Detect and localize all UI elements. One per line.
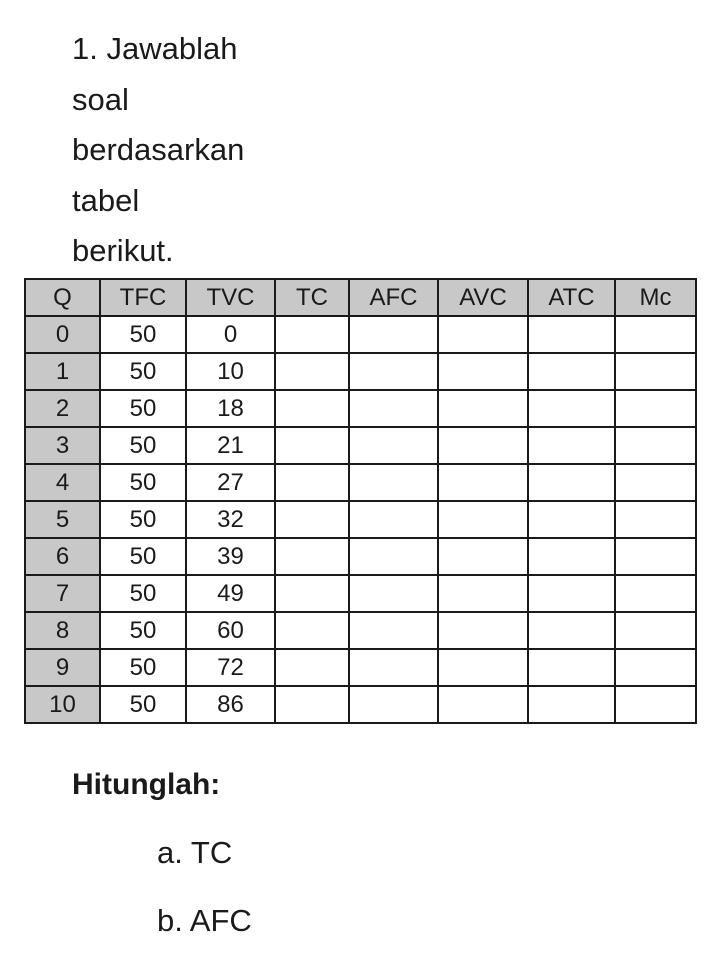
list-marker: b. — [157, 903, 183, 938]
cell-tfc: 50 — [100, 612, 186, 649]
prompt-heading: Hitunglah: — [72, 768, 221, 801]
cell-atc — [528, 686, 615, 723]
cell-mc — [615, 316, 696, 353]
question-number: 1. — [72, 31, 98, 66]
question-word: soal — [72, 81, 129, 117]
cell-mc — [615, 649, 696, 686]
list-item — [157, 900, 252, 968]
table-row — [25, 686, 696, 723]
cell-avc — [438, 427, 528, 464]
list-text: AFC — [189, 903, 252, 938]
cell-mc — [615, 538, 696, 575]
cell-q: 8 — [25, 612, 100, 649]
cell-afc — [349, 464, 438, 501]
cell-tfc: 50 — [100, 353, 186, 390]
cell-avc — [438, 612, 528, 649]
cell-avc — [438, 390, 528, 427]
cell-tfc: 50 — [100, 686, 186, 723]
cell-tvc: 39 — [186, 538, 275, 575]
cell-tvc: 86 — [186, 686, 275, 723]
cell-tfc: 50 — [100, 538, 186, 575]
cell-tvc: 60 — [186, 612, 275, 649]
cell-afc — [349, 316, 438, 353]
cost-table — [24, 278, 697, 724]
column-header-tc: TC — [275, 279, 349, 316]
cell-atc — [528, 427, 615, 464]
cell-afc — [349, 686, 438, 723]
cell-tvc: 10 — [186, 353, 275, 390]
cell-q: 6 — [25, 538, 100, 575]
cell-q: 7 — [25, 575, 100, 612]
table-body — [25, 316, 696, 723]
cell-q: 10 — [25, 686, 100, 723]
cell-avc — [438, 501, 528, 538]
table-row — [25, 575, 696, 612]
cell-q: 2 — [25, 390, 100, 427]
cell-tfc: 50 — [100, 316, 186, 353]
cell-q: 1 — [25, 353, 100, 390]
cell-tvc: 0 — [186, 316, 275, 353]
cell-tfc: 50 — [100, 575, 186, 612]
cell-tfc: 50 — [100, 649, 186, 686]
cell-atc — [528, 538, 615, 575]
cell-avc — [438, 316, 528, 353]
question-block — [72, 24, 244, 277]
cell-tvc: 18 — [186, 390, 275, 427]
question-word: tabel — [72, 182, 140, 218]
table-row — [25, 464, 696, 501]
cell-tfc: 50 — [100, 464, 186, 501]
cell-atc — [528, 353, 615, 390]
cell-avc — [438, 538, 528, 575]
table-row — [25, 427, 696, 464]
cell-tc — [275, 427, 349, 464]
cell-avc — [438, 353, 528, 390]
cell-tfc: 50 — [100, 501, 186, 538]
cell-afc — [349, 427, 438, 464]
list-item — [157, 832, 252, 900]
cell-atc — [528, 612, 615, 649]
cell-tfc: 50 — [100, 390, 186, 427]
list-text: TC — [190, 835, 233, 870]
table-row — [25, 353, 696, 390]
cell-avc — [438, 649, 528, 686]
table-row — [25, 390, 696, 427]
column-header-avc: AVC — [438, 279, 528, 316]
column-header-afc: AFC — [349, 279, 438, 316]
cell-avc — [438, 686, 528, 723]
cell-tc — [275, 649, 349, 686]
cell-mc — [615, 612, 696, 649]
cell-afc — [349, 649, 438, 686]
cell-q: 4 — [25, 464, 100, 501]
cell-mc — [615, 501, 696, 538]
cell-atc — [528, 649, 615, 686]
cell-tc — [275, 353, 349, 390]
cell-mc — [615, 427, 696, 464]
table-row — [25, 612, 696, 649]
cell-tc — [275, 538, 349, 575]
cell-atc — [528, 501, 615, 538]
cell-q: 5 — [25, 501, 100, 538]
column-header-tvc: TVC — [186, 279, 275, 316]
table-row — [25, 649, 696, 686]
question-word: berikut. — [72, 233, 174, 268]
cell-tc — [275, 575, 349, 612]
cell-avc — [438, 464, 528, 501]
cell-mc — [615, 353, 696, 390]
cell-tvc: 49 — [186, 575, 275, 612]
cell-afc — [349, 612, 438, 649]
question-line-1 — [72, 24, 244, 75]
cell-atc — [528, 316, 615, 353]
cell-tc — [275, 501, 349, 538]
cell-afc — [349, 575, 438, 612]
cell-mc — [615, 575, 696, 612]
cell-tc — [275, 686, 349, 723]
cell-tfc: 50 — [100, 427, 186, 464]
cell-afc — [349, 501, 438, 538]
cell-q: 9 — [25, 649, 100, 686]
cell-afc — [349, 353, 438, 390]
cell-afc — [349, 390, 438, 427]
cell-mc — [615, 390, 696, 427]
cell-q: 3 — [25, 427, 100, 464]
cell-tc — [275, 316, 349, 353]
column-header-atc: ATC — [528, 279, 615, 316]
cell-tc — [275, 390, 349, 427]
cell-tvc: 27 — [186, 464, 275, 501]
column-header-q: Q — [25, 279, 100, 316]
cell-atc — [528, 390, 615, 427]
cell-avc — [438, 575, 528, 612]
question-word: Jawablah — [106, 31, 238, 66]
cell-q: 0 — [25, 316, 100, 353]
column-header-mc: Mc — [615, 279, 696, 316]
prompt-list — [157, 832, 252, 968]
cell-atc — [528, 464, 615, 501]
cell-tvc: 72 — [186, 649, 275, 686]
cell-tvc: 21 — [186, 427, 275, 464]
table-row — [25, 538, 696, 575]
question-word: berdasarkan — [72, 132, 245, 167]
column-header-tfc: TFC — [100, 279, 186, 316]
table-row — [25, 501, 696, 538]
cell-mc — [615, 686, 696, 723]
list-marker: a. — [157, 835, 183, 870]
cell-atc — [528, 575, 615, 612]
cell-mc — [615, 464, 696, 501]
cell-tc — [275, 464, 349, 501]
cell-tvc: 32 — [186, 501, 275, 538]
table-header-row — [25, 279, 696, 316]
cell-afc — [349, 538, 438, 575]
cell-tc — [275, 612, 349, 649]
table-row — [25, 316, 696, 353]
